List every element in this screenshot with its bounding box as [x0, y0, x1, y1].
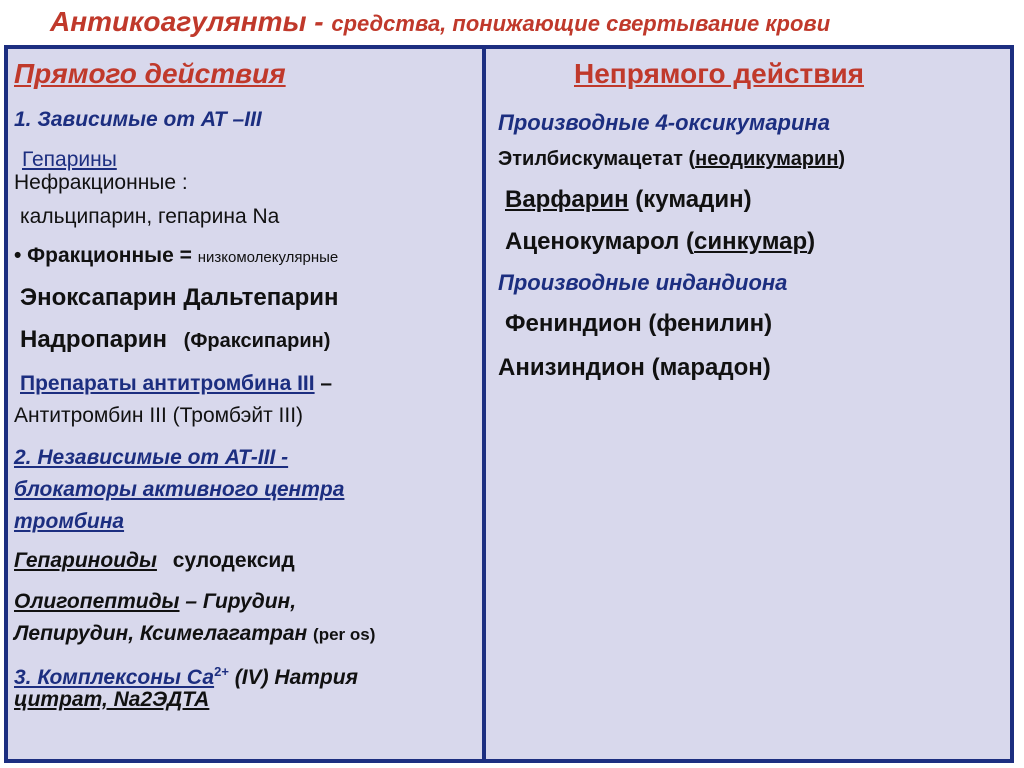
section-3-rest: (IV) Натрия — [228, 666, 358, 689]
ethyl-label: Этилбискумацетат ( — [498, 148, 696, 170]
lmw-label: низкомолекулярные — [197, 249, 339, 266]
acenocoumarol — [505, 228, 815, 256]
oxycoumarin: Производные 4-оксикумарина — [498, 110, 830, 135]
ethyl-close: ) — [838, 148, 846, 170]
ethylbiscoumacetate — [498, 148, 845, 171]
title-main: Антикоагулянты - — [50, 6, 324, 37]
fractional — [14, 244, 338, 268]
nadroparin — [20, 326, 330, 354]
per-os-label: (per os) — [313, 625, 376, 644]
indandione: Производные индандиона — [498, 270, 788, 295]
heparins-link: Гепарины — [22, 148, 117, 171]
antithrombin-prep-label: Препараты антитромбина III — [20, 372, 315, 395]
column-divider — [482, 45, 486, 763]
heparinoids-label: Гепариноиды — [14, 549, 157, 572]
lepirudin-label: Лепирудин, Ксимелагатран — [14, 622, 308, 645]
acenocoumarol-close: ) — [807, 228, 816, 255]
sulodexide-label: сулодексид — [172, 549, 295, 572]
section-3-label: 3. Комплексоны Са — [14, 666, 215, 689]
coumadin-label: (кумадин) — [628, 186, 752, 213]
warfarin — [505, 186, 752, 214]
section-2-line3: тромбина — [14, 510, 125, 533]
sincumar-label: синкумар — [694, 228, 808, 255]
oligopeptides-label: Олигопептиды — [14, 590, 180, 613]
title-bar — [0, 0, 1024, 46]
phenindione: Фениндион (фенилин) — [505, 310, 773, 337]
fraxiparin-label: (Фраксипарин) — [183, 330, 331, 352]
neodicumarin-label: неодикумарин — [695, 148, 839, 170]
section-3 — [14, 664, 358, 690]
hirudin-label: – Гирудин, — [179, 590, 297, 613]
title-sub: средства, понижающие свертывание крови — [331, 11, 831, 36]
section-3-sup: 2+ — [214, 664, 229, 679]
anisindione: Анизиндион (марадон) — [498, 354, 771, 381]
heparinoids — [14, 549, 295, 573]
oligopeptides — [14, 590, 296, 614]
antithrombin-prep — [20, 372, 332, 396]
acenocoumarol-label: Аценокумарол ( — [505, 228, 695, 255]
enoxaparin: Эноксапарин Дальтепарин — [20, 284, 339, 311]
section-2-line1: 2. Независимые от АТ-III - — [14, 446, 289, 469]
unfractionated: Нефракционные : — [14, 171, 188, 194]
antithrombin: Антитромбин III (Тромбэйт III) — [14, 404, 304, 427]
unfractionated-items: кальципарин, гепарина Na — [20, 205, 280, 228]
section-1: 1. Зависимые от АТ –III — [14, 108, 262, 131]
section-2-line2: блокаторы активного центра — [14, 478, 345, 501]
section-3-line2: цитрат, Na2ЭДТА — [14, 688, 210, 711]
left-header: Прямого действия — [14, 58, 286, 89]
dash: – — [314, 372, 333, 395]
right-header: Непрямого действия — [574, 58, 865, 89]
warfarin-label: Варфарин — [505, 186, 629, 213]
lepirudin — [14, 622, 375, 646]
nadroparin-label: Надропарин — [20, 326, 167, 353]
slide-title — [50, 6, 830, 38]
fractional-label: • Фракционные = — [14, 244, 192, 267]
